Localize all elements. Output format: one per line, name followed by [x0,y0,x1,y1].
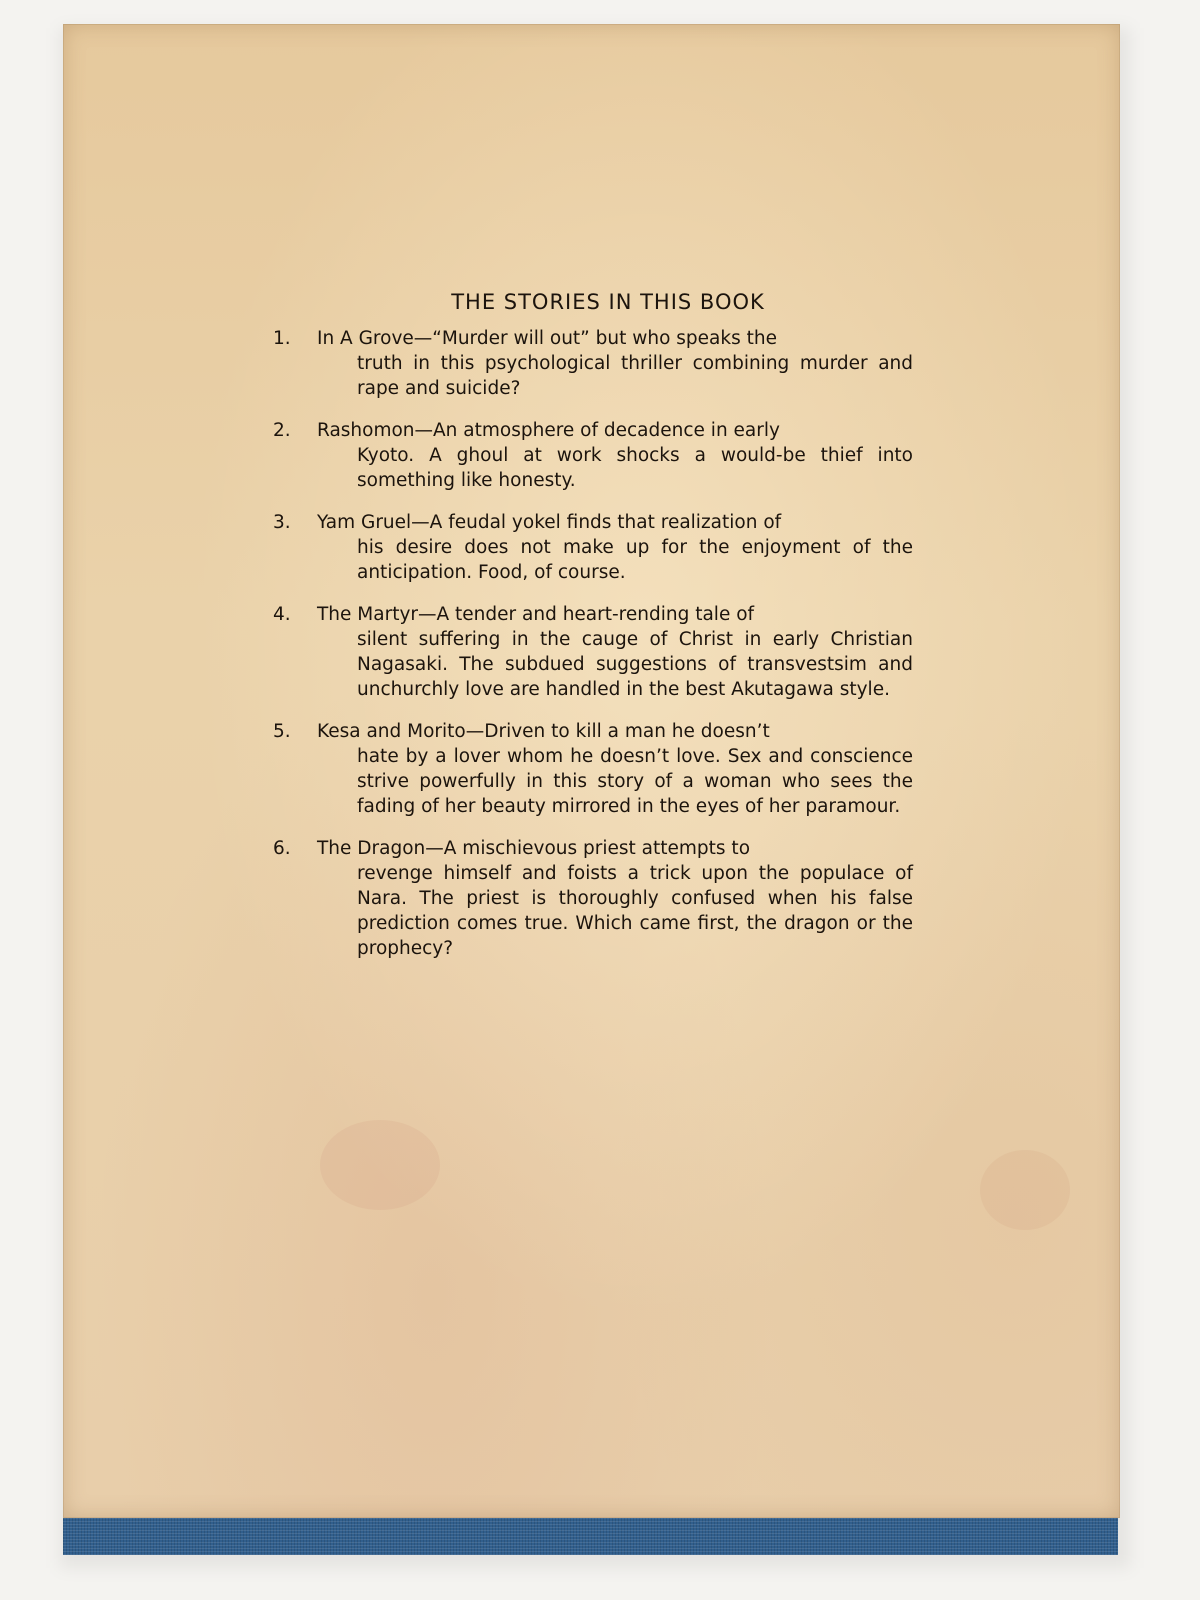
story-description [317,836,913,961]
story-item [273,602,913,702]
story-number: 3. [273,512,291,533]
stories-heading: THE STORIES IN THIS BOOK [451,290,765,314]
story-item [273,510,913,585]
story-first-line: The Martyr—A tender and heart-rending tale of [317,604,755,625]
story-first-line: Kesa and Morito—Driven to kill a man he doesn’t [317,721,770,742]
story-rest: truth in this psychological thriller combining murder and rape and suicide? [357,353,913,399]
story-number: 6. [273,838,291,859]
story-first-line: Yam Gruel—A feudal yokel finds that realization of [317,512,782,533]
story-number: 2. [273,420,291,441]
story-number: 1. [273,328,291,349]
story-description [317,602,913,702]
story-number: 5. [273,721,291,742]
story-item [273,326,913,401]
book-cloth-bottom-edge [63,1515,1118,1555]
story-item [273,836,913,961]
story-first-line: The Dragon—A mischievous priest attempts to [317,838,751,859]
story-first-line: Rashomon—An atmosphere of decadence in early [317,420,780,441]
story-item [273,719,913,819]
stories-list [273,290,913,978]
story-rest: revenge himself and foists a trick upon the populace of Nara. The priest is thoroughly confused when his false prediction comes true. Which came first, the dragon or the prophecy? [357,863,913,959]
story-description [317,719,913,819]
story-rest: Kyoto. A ghoul at work shocks a would-be thief into something like honesty. [357,445,913,491]
story-description [317,510,913,585]
story-rest: hate by a lover whom he doesn’t love. Sex and conscience strive powerfully in this story of a woman who sees the fading of her beauty mirrored in the eyes of her paramour. [357,746,913,817]
story-description [317,418,913,493]
story-item [273,418,913,493]
story-first-line: In A Grove—“Murder will out” but who speaks the [317,328,777,349]
story-description [317,326,913,401]
story-rest: his desire does not make up for the enjoyment of the anticipation. Food, of course. [357,537,913,583]
story-rest: silent suffering in the cauge of Christ in early Christian Nagasaki. The subdued suggestions of transvestsim and unchurchly love are handled in the best Akutagawa style. [357,629,913,700]
story-number: 4. [273,604,291,625]
